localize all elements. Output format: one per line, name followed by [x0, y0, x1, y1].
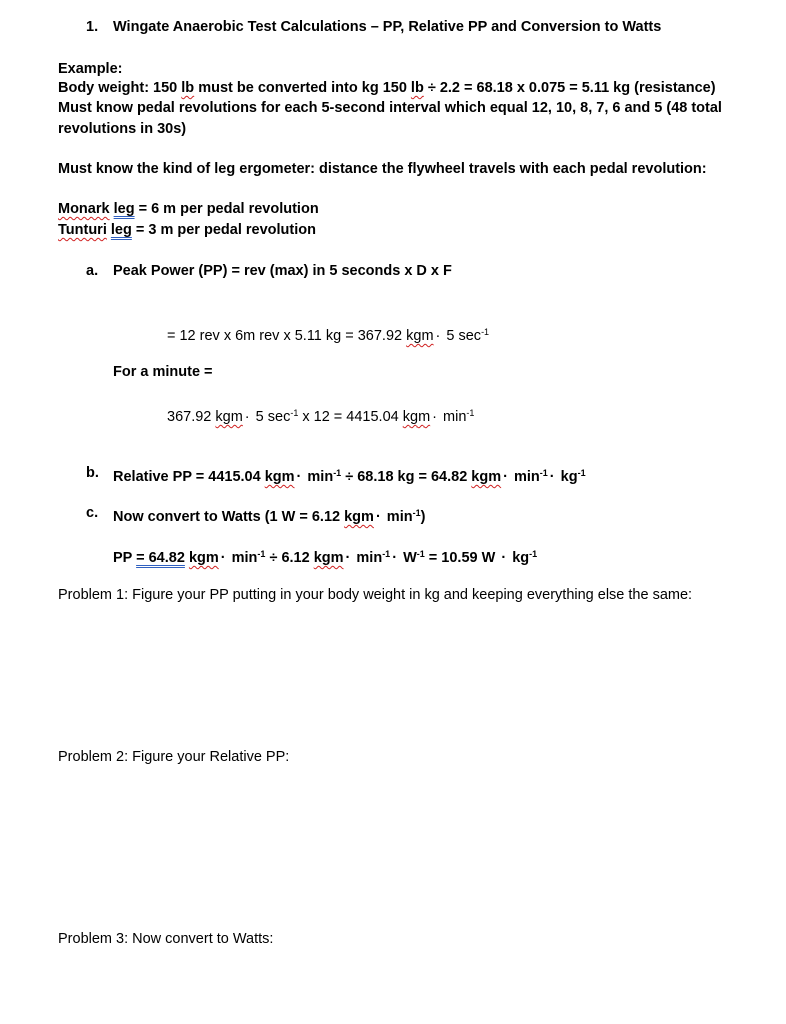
- section-a-title: Peak Power (PP) = rev (max) in 5 seconds x D x F: [113, 263, 452, 279]
- section-a-marker: a.: [86, 263, 99, 279]
- dot-operator: ·: [501, 550, 507, 566]
- monark-line: [58, 200, 319, 218]
- dot-operator: ·: [503, 469, 508, 485]
- pp-watts-line: [113, 545, 537, 567]
- minute-prefix: 367.92: [167, 409, 216, 425]
- min-unit: min: [303, 469, 334, 485]
- minute-tail: min: [439, 409, 467, 425]
- revolutions-line-1: Must know pedal revolutions for each 5-second interval which equal 12, 10, 8, 7, 6 and 5 (48 total: [58, 100, 722, 116]
- section-c-marker: c.: [86, 505, 99, 521]
- lb-unit: lb: [181, 80, 195, 96]
- problem-3: Problem 3: Now convert to Watts:: [58, 931, 274, 947]
- dot-operator: ·: [549, 469, 555, 485]
- tunturi-distance: = 3 m per pedal revolution: [131, 222, 316, 238]
- dot-operator: ·: [375, 509, 381, 525]
- relative-pp-label: Relative PP =: [113, 469, 209, 485]
- dot-operator: ·: [345, 550, 351, 566]
- dot-operator: ·: [432, 409, 437, 425]
- exponent: -1: [481, 327, 490, 337]
- body-weight-line: [58, 79, 716, 97]
- problem-2: Problem 2: Figure your Relative PP:: [58, 749, 290, 765]
- body-weight-prefix: Body weight: 150: [58, 80, 182, 96]
- close-paren: ): [420, 509, 426, 525]
- dot-operator: ·: [296, 469, 302, 485]
- minute-mid: 5 sec: [251, 409, 291, 425]
- pp-result: = 10.59 W: [424, 550, 500, 566]
- w-unit: W: [399, 550, 417, 566]
- exponent: -1: [539, 468, 548, 478]
- convert-prefix: Now convert to Watts (1 W = 6.12: [113, 509, 345, 525]
- exponent: -1: [333, 468, 342, 478]
- tunturi-line: [58, 221, 316, 239]
- pp-label: PP: [113, 550, 137, 566]
- kg-unit: kg: [556, 469, 578, 485]
- kg-unit: kg: [508, 550, 530, 566]
- min-unit: min: [352, 550, 383, 566]
- section-b-marker: b.: [86, 465, 99, 481]
- exponent: -1: [257, 549, 266, 559]
- kgm-unit: kgm: [471, 469, 502, 485]
- min-unit: min: [509, 469, 540, 485]
- body-weight-tail: ÷ 2.2 = 68.18 x 0.075 = 5.11 kg (resistance): [423, 80, 716, 96]
- kgm-unit: kgm: [264, 469, 295, 485]
- exponent: -1: [290, 408, 299, 418]
- exponent: -1: [416, 549, 425, 559]
- kgm-unit: kgm: [215, 409, 243, 425]
- body-weight-mid: must be converted into kg 150: [194, 80, 411, 96]
- min-unit: min: [382, 509, 413, 525]
- exponent: -1: [382, 549, 391, 559]
- min-unit: min: [227, 550, 258, 566]
- heading-number: 1.: [86, 19, 99, 35]
- relative-pp-mid: ÷ 68.18 kg = 64.82: [341, 469, 472, 485]
- exponent: -1: [577, 468, 586, 478]
- tunturi-leg: leg: [110, 222, 132, 238]
- page-title: Wingate Anaerobic Test Calculations – PP, Relative PP and Conversion to Watts: [113, 19, 662, 35]
- calc-tail: 5 sec: [442, 328, 482, 344]
- kgm-unit: kgm: [188, 550, 219, 566]
- pp-mid: ÷ 6.12: [265, 550, 314, 566]
- monark-distance: = 6 m per pedal revolution: [134, 201, 319, 217]
- dot-operator: ·: [244, 409, 250, 425]
- kgm-unit: kgm: [402, 409, 431, 425]
- minute-calc: [167, 404, 474, 426]
- dot-operator: ·: [435, 328, 441, 344]
- monark-name: Monark: [58, 201, 110, 217]
- exponent: -1: [466, 408, 475, 418]
- kgm-unit: kgm: [406, 328, 434, 344]
- section-b-line: [113, 464, 586, 486]
- revolutions-line-2: revolutions in 30s): [58, 121, 187, 137]
- kgm-unit: kgm: [313, 550, 344, 566]
- example-label: Example:: [58, 61, 123, 77]
- dot-operator: ·: [220, 550, 226, 566]
- dot-operator: ·: [392, 550, 398, 566]
- kgm-unit: kgm: [344, 509, 374, 525]
- minute-label: For a minute =: [113, 364, 213, 380]
- exponent: -1: [529, 549, 538, 559]
- calc-prefix: = 12 rev x 6m rev x 5.11 kg = 367.92: [167, 328, 407, 344]
- ergometer-intro: Must know the kind of leg ergometer: distance the flywheel travels with each pedal revolution:: [58, 161, 707, 177]
- problem-1: Problem 1: Figure your PP putting in your body weight in kg and keeping everything else the same:: [58, 587, 693, 603]
- minute-mid2: x 12 = 4415.04: [298, 409, 403, 425]
- section-a-calc: [167, 323, 489, 345]
- lb-unit: lb: [410, 80, 424, 96]
- relative-pp-prefix: 4415.04: [208, 469, 265, 485]
- exponent: -1: [412, 508, 421, 518]
- tunturi-name: Tunturi: [58, 222, 107, 238]
- pp-value: = 64.82: [136, 550, 185, 566]
- monark-leg: leg: [113, 201, 135, 217]
- section-c-title: [113, 504, 425, 526]
